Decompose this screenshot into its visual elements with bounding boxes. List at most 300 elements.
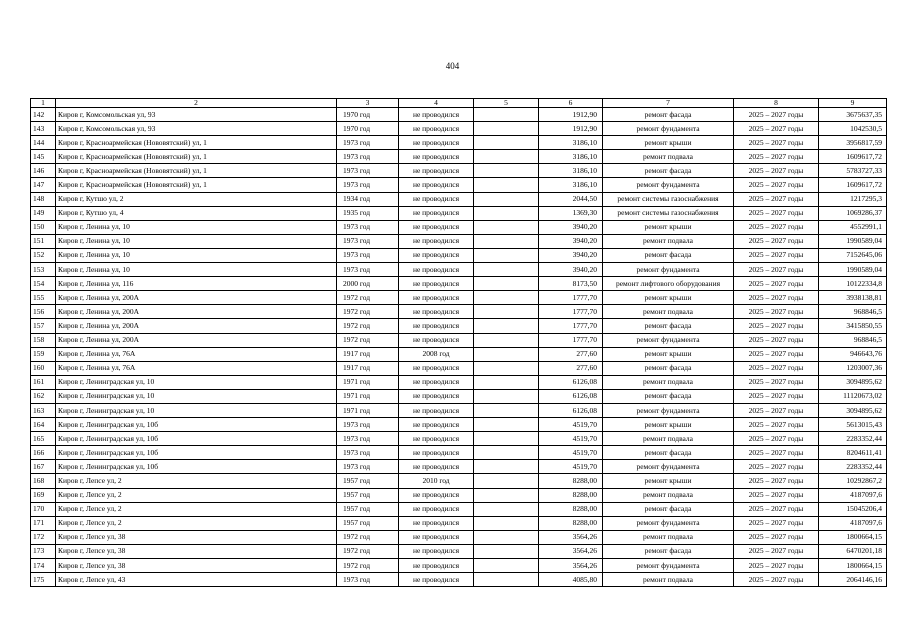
last-repair-year-cell: не проводился (399, 164, 474, 178)
repair-period-cell: 2025 – 2027 годы (734, 361, 819, 375)
column-number-header: 7 (603, 99, 734, 108)
row-number-cell: 151 (31, 234, 56, 248)
column-number-header: 1 (31, 99, 56, 108)
last-repair-year-cell: не проводился (399, 418, 474, 432)
area-cell: 3564,26 (539, 544, 603, 558)
row-number-cell: 172 (31, 530, 56, 544)
commissioning-year-cell: 1957 год (337, 488, 399, 502)
area-cell: 4519,70 (539, 418, 603, 432)
cost-cell: 3675637,35 (819, 108, 887, 122)
table-row (31, 108, 887, 122)
address-cell: Киров г, Лепсе ул, 2 (56, 502, 337, 516)
repair-period-cell: 2025 – 2027 годы (734, 122, 819, 136)
table-row (31, 263, 887, 277)
area-cell: 3940,20 (539, 234, 603, 248)
address-cell: Киров г, Ленинградская ул, 10б (56, 432, 337, 446)
area-cell: 277,60 (539, 361, 603, 375)
column-number-header: 6 (539, 99, 603, 108)
repair-period-cell: 2025 – 2027 годы (734, 516, 819, 530)
repair-type-cell: ремонт фасада (603, 544, 734, 558)
row-number-cell: 161 (31, 375, 56, 389)
repair-type-cell: ремонт фундамента (603, 178, 734, 192)
repair-type-cell: ремонт крыши (603, 220, 734, 234)
row-number-cell: 170 (31, 502, 56, 516)
cost-cell: 3094895,62 (819, 375, 887, 389)
commissioning-year-cell: 1973 год (337, 432, 399, 446)
row-number-cell: 169 (31, 488, 56, 502)
commissioning-year-cell: 1973 год (337, 178, 399, 192)
repair-type-cell: ремонт подвала (603, 375, 734, 389)
empty-cell (474, 277, 539, 291)
repair-period-cell: 2025 – 2027 годы (734, 319, 819, 333)
address-cell: Киров г, Ленина ул, 116 (56, 277, 337, 291)
table-row (31, 502, 887, 516)
empty-cell (474, 544, 539, 558)
address-cell: Киров г, Комсомольская ул, 93 (56, 108, 337, 122)
cost-cell: 5783727,33 (819, 164, 887, 178)
row-number-cell: 167 (31, 460, 56, 474)
commissioning-year-cell: 1971 год (337, 403, 399, 417)
area-cell: 3564,26 (539, 530, 603, 544)
empty-cell (474, 206, 539, 220)
empty-cell (474, 108, 539, 122)
address-cell: Киров г, Ленина ул, 10 (56, 234, 337, 248)
repair-period-cell: 2025 – 2027 годы (734, 220, 819, 234)
cost-cell: 3956817,59 (819, 136, 887, 150)
address-cell: Киров г, Ленина ул, 200А (56, 305, 337, 319)
last-repair-year-cell: не проводился (399, 234, 474, 248)
commissioning-year-cell: 1970 год (337, 108, 399, 122)
repair-period-cell: 2025 – 2027 годы (734, 403, 819, 417)
table-row (31, 333, 887, 347)
area-cell: 3940,20 (539, 263, 603, 277)
last-repair-year-cell: не проводился (399, 361, 474, 375)
row-number-cell: 165 (31, 432, 56, 446)
repair-type-cell: ремонт фундамента (603, 559, 734, 573)
cost-cell: 1069286,37 (819, 206, 887, 220)
repair-type-cell: ремонт подвала (603, 573, 734, 587)
area-cell: 3940,20 (539, 220, 603, 234)
repair-type-cell: ремонт фасада (603, 361, 734, 375)
repair-type-cell: ремонт фасада (603, 319, 734, 333)
table-row (31, 544, 887, 558)
commissioning-year-cell: 1972 год (337, 319, 399, 333)
commissioning-year-cell: 1973 год (337, 234, 399, 248)
repair-period-cell: 2025 – 2027 годы (734, 263, 819, 277)
address-cell: Киров г, Ленина ул, 200А (56, 319, 337, 333)
last-repair-year-cell: не проводился (399, 178, 474, 192)
address-cell: Киров г, Лепсе ул, 38 (56, 559, 337, 573)
area-cell: 1777,70 (539, 319, 603, 333)
commissioning-year-cell: 1971 год (337, 375, 399, 389)
last-repair-year-cell: не проводился (399, 136, 474, 150)
repair-type-cell: ремонт крыши (603, 474, 734, 488)
repair-type-cell: ремонт фундамента (603, 333, 734, 347)
empty-cell (474, 530, 539, 544)
empty-cell (474, 178, 539, 192)
area-cell: 3186,10 (539, 136, 603, 150)
table-row (31, 122, 887, 136)
repair-period-cell: 2025 – 2027 годы (734, 347, 819, 361)
address-cell: Киров г, Лепсе ул, 43 (56, 573, 337, 587)
empty-cell (474, 488, 539, 502)
last-repair-year-cell: не проводился (399, 403, 474, 417)
area-cell: 6126,08 (539, 375, 603, 389)
commissioning-year-cell: 1917 год (337, 361, 399, 375)
last-repair-year-cell: не проводился (399, 389, 474, 403)
table-row (31, 305, 887, 319)
repair-period-cell: 2025 – 2027 годы (734, 474, 819, 488)
empty-cell (474, 319, 539, 333)
repair-period-cell: 2025 – 2027 годы (734, 446, 819, 460)
commissioning-year-cell: 1917 год (337, 347, 399, 361)
address-cell: Киров г, Ленинградская ул, 10 (56, 403, 337, 417)
commissioning-year-cell: 1934 год (337, 192, 399, 206)
area-cell: 8173,50 (539, 277, 603, 291)
empty-cell (474, 403, 539, 417)
last-repair-year-cell: не проводился (399, 446, 474, 460)
cost-cell: 2283352,44 (819, 432, 887, 446)
repair-period-cell: 2025 – 2027 годы (734, 530, 819, 544)
cost-cell: 1800664,15 (819, 530, 887, 544)
cost-cell: 1203007,36 (819, 361, 887, 375)
commissioning-year-cell: 1972 год (337, 544, 399, 558)
commissioning-year-cell: 1972 год (337, 305, 399, 319)
area-cell: 8288,00 (539, 488, 603, 502)
row-number-cell: 164 (31, 418, 56, 432)
cost-cell: 1217295,3 (819, 192, 887, 206)
address-cell: Киров г, Красноармейская (Нововятский) ул, 1 (56, 178, 337, 192)
commissioning-year-cell: 2000 год (337, 277, 399, 291)
table-row (31, 375, 887, 389)
repair-period-cell: 2025 – 2027 годы (734, 418, 819, 432)
row-number-cell: 160 (31, 361, 56, 375)
table-row (31, 516, 887, 530)
commissioning-year-cell: 1972 год (337, 530, 399, 544)
repair-type-cell: ремонт фундамента (603, 122, 734, 136)
repair-type-cell: ремонт подвала (603, 488, 734, 502)
table-row (31, 164, 887, 178)
area-cell: 8288,00 (539, 516, 603, 530)
cost-cell: 3094895,62 (819, 403, 887, 417)
repair-type-cell: ремонт фундамента (603, 460, 734, 474)
last-repair-year-cell: не проводился (399, 375, 474, 389)
row-number-cell: 146 (31, 164, 56, 178)
commissioning-year-cell: 1973 год (337, 164, 399, 178)
area-cell: 1369,30 (539, 206, 603, 220)
area-cell: 277,60 (539, 347, 603, 361)
area-cell: 8288,00 (539, 502, 603, 516)
page-number: 404 (445, 61, 460, 71)
last-repair-year-cell: не проводился (399, 573, 474, 587)
commissioning-year-cell: 1972 год (337, 333, 399, 347)
commissioning-year-cell: 1973 год (337, 150, 399, 164)
repair-type-cell: ремонт фасада (603, 248, 734, 262)
column-number-header: 8 (734, 99, 819, 108)
table-row (31, 361, 887, 375)
repair-type-cell: ремонт системы газоснабжения (603, 206, 734, 220)
repair-period-cell: 2025 – 2027 годы (734, 460, 819, 474)
row-number-cell: 157 (31, 319, 56, 333)
table-row (31, 150, 887, 164)
commissioning-year-cell: 1973 год (337, 248, 399, 262)
repair-period-cell: 2025 – 2027 годы (734, 291, 819, 305)
row-number-cell: 166 (31, 446, 56, 460)
empty-cell (474, 150, 539, 164)
last-repair-year-cell: не проводился (399, 502, 474, 516)
table-row (31, 488, 887, 502)
cost-cell: 4187097,6 (819, 488, 887, 502)
cost-cell: 1990589,04 (819, 234, 887, 248)
repair-period-cell: 2025 – 2027 годы (734, 432, 819, 446)
area-cell: 3940,20 (539, 248, 603, 262)
row-number-cell: 143 (31, 122, 56, 136)
area-cell: 1912,90 (539, 122, 603, 136)
table-row (31, 192, 887, 206)
commissioning-year-cell: 1970 год (337, 122, 399, 136)
row-number-cell: 147 (31, 178, 56, 192)
empty-cell (474, 516, 539, 530)
row-number-cell: 142 (31, 108, 56, 122)
empty-cell (474, 432, 539, 446)
cost-cell: 1609617,72 (819, 178, 887, 192)
empty-cell (474, 418, 539, 432)
address-cell: Киров г, Кутшо ул, 4 (56, 206, 337, 220)
repair-type-cell: ремонт крыши (603, 347, 734, 361)
last-repair-year-cell: не проводился (399, 460, 474, 474)
address-cell: Киров г, Ленинградская ул, 10 (56, 375, 337, 389)
area-cell: 1777,70 (539, 333, 603, 347)
empty-cell (474, 446, 539, 460)
address-cell: Киров г, Ленинградская ул, 10б (56, 460, 337, 474)
column-number-header: 3 (337, 99, 399, 108)
row-number-cell: 163 (31, 403, 56, 417)
row-number-cell: 145 (31, 150, 56, 164)
area-cell: 3186,10 (539, 164, 603, 178)
repair-type-cell: ремонт фасада (603, 446, 734, 460)
table-row (31, 389, 887, 403)
repair-type-cell: ремонт фасада (603, 389, 734, 403)
repair-type-cell: ремонт подвала (603, 432, 734, 446)
row-number-cell: 158 (31, 333, 56, 347)
table-row (31, 446, 887, 460)
table-row (31, 234, 887, 248)
last-repair-year-cell: не проводился (399, 248, 474, 262)
last-repair-year-cell: не проводился (399, 206, 474, 220)
table-row (31, 178, 887, 192)
repair-period-cell: 2025 – 2027 годы (734, 333, 819, 347)
column-number-header-row (31, 99, 887, 108)
address-cell: Киров г, Лепсе ул, 2 (56, 516, 337, 530)
last-repair-year-cell: не проводился (399, 263, 474, 277)
cost-cell: 1800664,15 (819, 559, 887, 573)
row-number-cell: 156 (31, 305, 56, 319)
cost-cell: 946643,76 (819, 347, 887, 361)
repair-type-cell: ремонт подвала (603, 150, 734, 164)
repair-period-cell: 2025 – 2027 годы (734, 234, 819, 248)
table-row (31, 347, 887, 361)
column-number-header: 5 (474, 99, 539, 108)
repair-period-cell: 2025 – 2027 годы (734, 502, 819, 516)
address-cell: Киров г, Кутшо ул, 2 (56, 192, 337, 206)
table-row (31, 136, 887, 150)
address-cell: Киров г, Ленина ул, 76А (56, 347, 337, 361)
empty-cell (474, 263, 539, 277)
column-number-header: 2 (56, 99, 337, 108)
address-cell: Киров г, Лепсе ул, 2 (56, 474, 337, 488)
area-cell: 6126,08 (539, 389, 603, 403)
row-number-cell: 168 (31, 474, 56, 488)
area-cell: 3186,10 (539, 178, 603, 192)
repair-type-cell: ремонт фасада (603, 164, 734, 178)
row-number-cell: 149 (31, 206, 56, 220)
repair-type-cell: ремонт фасада (603, 502, 734, 516)
repair-period-cell: 2025 – 2027 годы (734, 305, 819, 319)
area-cell: 6126,08 (539, 403, 603, 417)
address-cell: Киров г, Ленина ул, 76А (56, 361, 337, 375)
commissioning-year-cell: 1973 год (337, 418, 399, 432)
last-repair-year-cell: не проводился (399, 108, 474, 122)
address-cell: Киров г, Комсомольская ул, 93 (56, 122, 337, 136)
repair-type-cell: ремонт фундамента (603, 516, 734, 530)
address-cell: Киров г, Ленина ул, 200А (56, 291, 337, 305)
row-number-cell: 153 (31, 263, 56, 277)
empty-cell (474, 573, 539, 587)
table-row (31, 206, 887, 220)
empty-cell (474, 460, 539, 474)
cost-cell: 7152645,06 (819, 248, 887, 262)
last-repair-year-cell: не проводился (399, 220, 474, 234)
repair-period-cell: 2025 – 2027 годы (734, 178, 819, 192)
cost-cell: 6470201,18 (819, 544, 887, 558)
commissioning-year-cell: 1957 год (337, 502, 399, 516)
repair-type-cell: ремонт подвала (603, 530, 734, 544)
empty-cell (474, 136, 539, 150)
repair-period-cell: 2025 – 2027 годы (734, 277, 819, 291)
table-row (31, 530, 887, 544)
repair-period-cell: 2025 – 2027 годы (734, 164, 819, 178)
last-repair-year-cell: не проводился (399, 333, 474, 347)
cost-cell: 5613015,43 (819, 418, 887, 432)
row-number-cell: 148 (31, 192, 56, 206)
repair-type-cell: ремонт фундамента (603, 403, 734, 417)
repair-type-cell: ремонт подвала (603, 305, 734, 319)
cost-cell: 2283352,44 (819, 460, 887, 474)
address-cell: Киров г, Ленина ул, 200А (56, 333, 337, 347)
row-number-cell: 175 (31, 573, 56, 587)
empty-cell (474, 333, 539, 347)
repair-period-cell: 2025 – 2027 годы (734, 136, 819, 150)
repair-period-cell: 2025 – 2027 годы (734, 150, 819, 164)
area-cell: 8288,00 (539, 474, 603, 488)
repair-type-cell: ремонт крыши (603, 291, 734, 305)
empty-cell (474, 291, 539, 305)
commissioning-year-cell: 1935 год (337, 206, 399, 220)
empty-cell (474, 502, 539, 516)
cost-cell: 968846,5 (819, 333, 887, 347)
area-cell: 4519,70 (539, 432, 603, 446)
area-cell: 3186,10 (539, 150, 603, 164)
empty-cell (474, 192, 539, 206)
cost-cell: 1042530,5 (819, 122, 887, 136)
commissioning-year-cell: 1957 год (337, 474, 399, 488)
row-number-cell: 162 (31, 389, 56, 403)
empty-cell (474, 559, 539, 573)
last-repair-year-cell: не проводился (399, 150, 474, 164)
row-number-cell: 144 (31, 136, 56, 150)
address-cell: Киров г, Ленинградская ул, 10 (56, 389, 337, 403)
address-cell: Киров г, Лепсе ул, 2 (56, 488, 337, 502)
cost-cell: 4552991,1 (819, 220, 887, 234)
repair-period-cell: 2025 – 2027 годы (734, 206, 819, 220)
repair-type-cell: ремонт крыши (603, 136, 734, 150)
repair-type-cell: ремонт системы газоснабжения (603, 192, 734, 206)
empty-cell (474, 164, 539, 178)
row-number-cell: 152 (31, 248, 56, 262)
address-cell: Киров г, Лепсе ул, 38 (56, 544, 337, 558)
cost-cell: 8204611,41 (819, 446, 887, 460)
row-number-cell: 150 (31, 220, 56, 234)
repair-period-cell: 2025 – 2027 годы (734, 389, 819, 403)
empty-cell (474, 361, 539, 375)
row-number-cell: 159 (31, 347, 56, 361)
area-cell: 1777,70 (539, 291, 603, 305)
empty-cell (474, 122, 539, 136)
row-number-cell: 171 (31, 516, 56, 530)
capital-repair-table (30, 98, 887, 587)
repair-period-cell: 2025 – 2027 годы (734, 375, 819, 389)
address-cell: Киров г, Ленина ул, 10 (56, 248, 337, 262)
cost-cell: 10122334,8 (819, 277, 887, 291)
repair-period-cell: 2025 – 2027 годы (734, 559, 819, 573)
commissioning-year-cell: 1972 год (337, 559, 399, 573)
address-cell: Киров г, Лепсе ул, 38 (56, 530, 337, 544)
table-row (31, 559, 887, 573)
area-cell: 1777,70 (539, 305, 603, 319)
cost-cell: 15045206,4 (819, 502, 887, 516)
commissioning-year-cell: 1973 год (337, 136, 399, 150)
cost-cell: 968846,5 (819, 305, 887, 319)
last-repair-year-cell: 2010 год (399, 474, 474, 488)
table-row (31, 474, 887, 488)
empty-cell (474, 220, 539, 234)
empty-cell (474, 389, 539, 403)
table-row (31, 403, 887, 417)
commissioning-year-cell: 1973 год (337, 460, 399, 474)
repair-type-cell: ремонт фундамента (603, 263, 734, 277)
cost-cell: 3415850,55 (819, 319, 887, 333)
area-cell: 4519,70 (539, 460, 603, 474)
table-row (31, 291, 887, 305)
empty-cell (474, 375, 539, 389)
row-number-cell: 174 (31, 559, 56, 573)
area-cell: 1912,90 (539, 108, 603, 122)
last-repair-year-cell: не проводился (399, 559, 474, 573)
row-number-cell: 173 (31, 544, 56, 558)
column-number-header: 4 (399, 99, 474, 108)
commissioning-year-cell: 1973 год (337, 446, 399, 460)
table-row (31, 460, 887, 474)
last-repair-year-cell: не проводился (399, 530, 474, 544)
last-repair-year-cell: не проводился (399, 488, 474, 502)
repair-type-cell: ремонт фасада (603, 108, 734, 122)
address-cell: Киров г, Ленина ул, 10 (56, 263, 337, 277)
last-repair-year-cell: не проводился (399, 192, 474, 206)
table-row (31, 432, 887, 446)
cost-cell: 1990589,04 (819, 263, 887, 277)
last-repair-year-cell: не проводился (399, 319, 474, 333)
commissioning-year-cell: 1973 год (337, 573, 399, 587)
